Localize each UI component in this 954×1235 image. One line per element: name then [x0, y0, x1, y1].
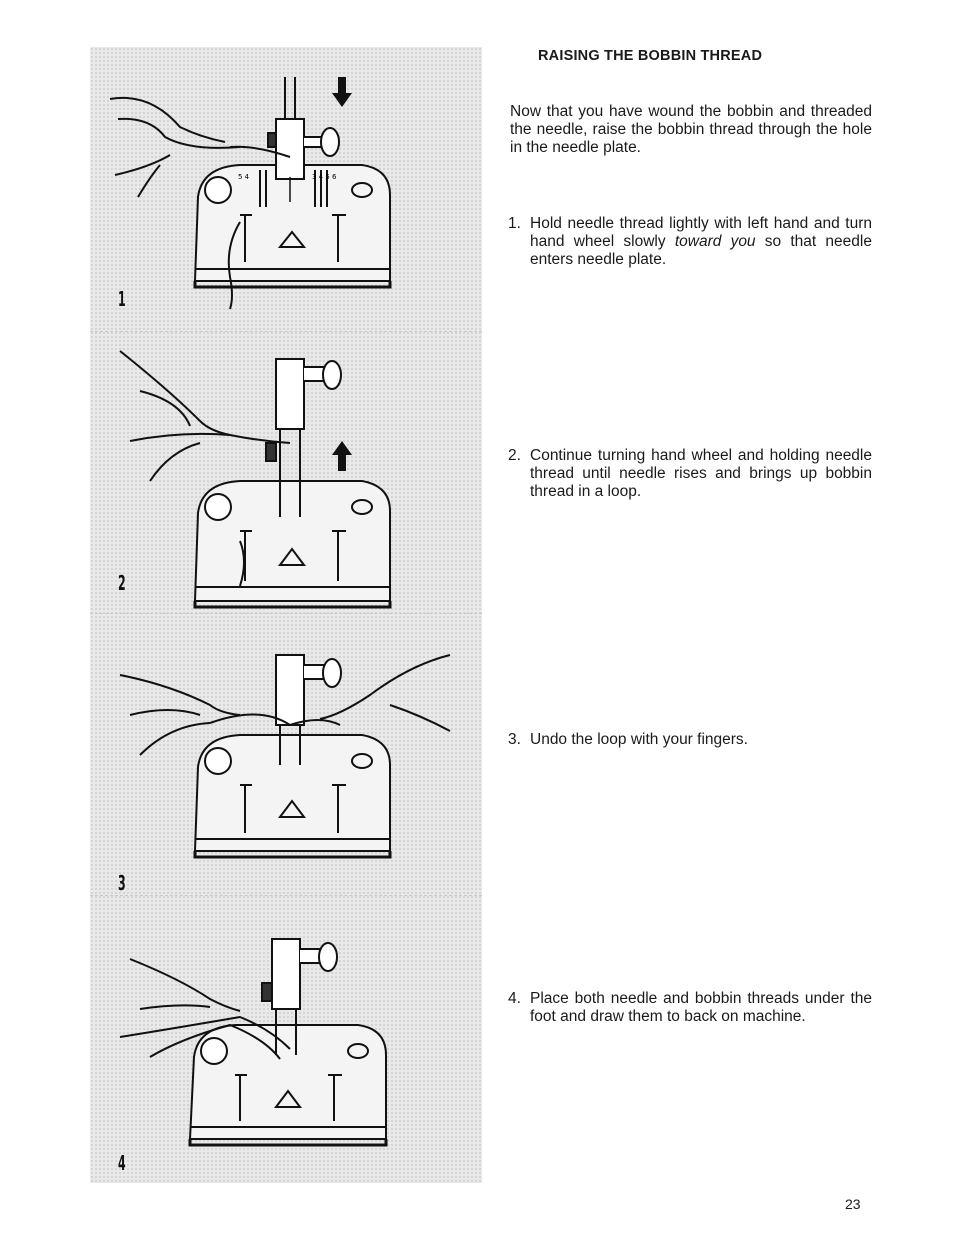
step-text-part: so that needle enters needle plate.	[530, 233, 872, 268]
plate-marks-left: 5 4	[238, 173, 250, 181]
figure-4-label: 4	[118, 1151, 126, 1175]
figure-1-label: 1	[118, 287, 126, 311]
figure-1	[90, 47, 482, 331]
arrow-down-icon	[332, 77, 352, 107]
figure-3-drawing	[90, 615, 482, 899]
figure-2-label: 2	[118, 571, 126, 595]
intro-paragraph: Now that you have wound the bobbin and threaded the needle, raise the bobbin thread through the hole in the needle plate.	[510, 103, 872, 156]
step-number: 3.	[508, 731, 521, 748]
step-1	[508, 215, 872, 269]
step-number: 2.	[508, 447, 521, 464]
figure-2-drawing	[90, 331, 482, 615]
step-4	[508, 990, 872, 1026]
step-text-part: Hold needle thread lightly with left hand and turn hand wheel slowly	[530, 215, 872, 250]
step-number: 4.	[508, 990, 521, 1007]
arrow-up-icon	[332, 441, 352, 471]
step-text: Undo the loop with your fingers.	[530, 731, 748, 748]
step-text: Place both needle and bobbin threads under the foot and draw them to back on machine.	[530, 990, 872, 1025]
illustration-column	[90, 47, 482, 1183]
figure-3	[90, 615, 482, 899]
panel-divider	[90, 895, 482, 896]
step-emphasis: toward you	[674, 233, 756, 250]
figure-4	[90, 899, 482, 1183]
step-number: 1.	[508, 215, 521, 232]
step-2	[508, 447, 872, 501]
page-number: 23	[845, 1196, 861, 1212]
step-3	[508, 731, 872, 749]
step-text	[530, 215, 872, 269]
plate-marks-right: 3 4 5 6	[312, 173, 337, 181]
step-text: Continue turning hand wheel and holding needle thread until needle rises and brings up bobbin thread in a loop.	[530, 447, 872, 500]
figure-4-drawing	[90, 899, 482, 1183]
figure-1-drawing	[90, 47, 482, 331]
figure-3-label: 3	[118, 871, 126, 895]
panel-divider	[90, 613, 482, 614]
page-title: RAISING THE BOBBIN THREAD	[538, 48, 763, 64]
figure-2	[90, 331, 482, 615]
